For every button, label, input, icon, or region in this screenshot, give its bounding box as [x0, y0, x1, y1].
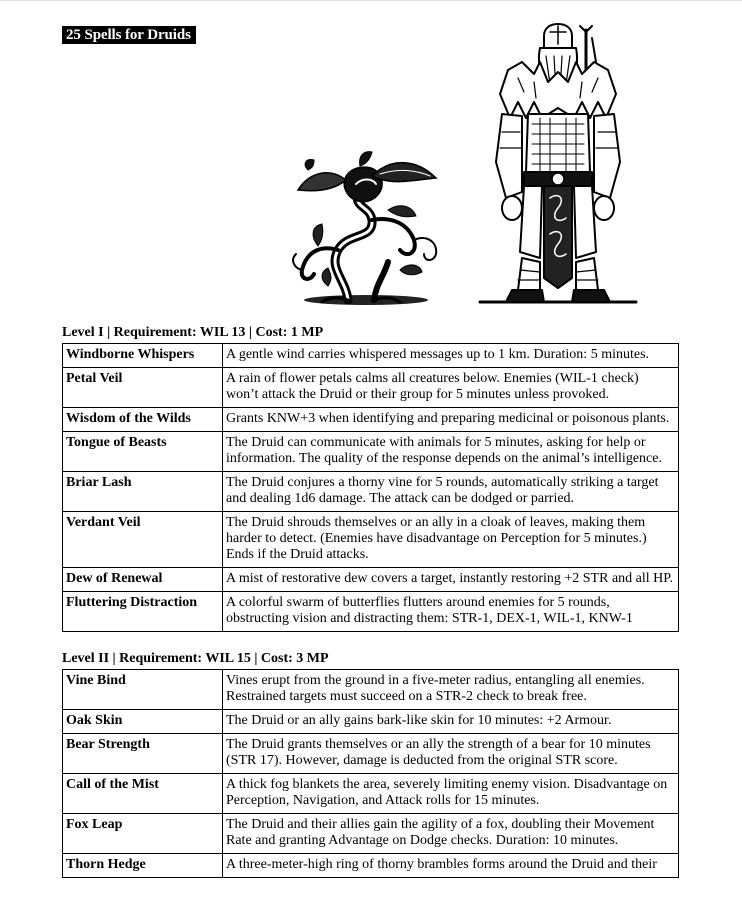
table-row — [63, 408, 679, 432]
table-row — [63, 512, 679, 568]
table-row — [63, 734, 679, 774]
spell-name: Vine Bind — [63, 670, 223, 710]
spell-description: The Druid can communicate with animals for 5 minutes, asking for help or information. The quality of the response depends on the animal’s intelligence. — [223, 432, 679, 472]
table-row — [63, 568, 679, 592]
section-heading-level-1: Level I | Requirement: WIL 13 | Cost: 1 MP — [62, 325, 324, 340]
spell-description: A three-meter-high ring of thorny brambles forms around the Druid and their — [223, 854, 679, 878]
spell-description: A rain of flower petals calms all creatures below. Enemies (WIL-1 check) won’t attack the Druid or their group for 5 minutes unless provoked. — [223, 368, 679, 408]
spell-description: A mist of restorative dew covers a target, instantly restoring +2 STR and all HP. — [223, 568, 679, 592]
table-row — [63, 472, 679, 512]
spell-description: The Druid grants themselves or an ally the strength of a bear for 10 minutes (STR 17). However, damage is deducted from the original STR score. — [223, 734, 679, 774]
spell-name: Tongue of Beasts — [63, 432, 223, 472]
table-row — [63, 670, 679, 710]
spell-name: Briar Lash — [63, 472, 223, 512]
spell-name: Petal Veil — [63, 368, 223, 408]
table-row — [63, 854, 679, 878]
table-row — [63, 432, 679, 472]
spell-name: Wisdom of the Wilds — [63, 408, 223, 432]
spell-description: A colorful swarm of butterflies flutters around enemies for 5 rounds, obstructing vision and distracting them: STR-1, DEX-1, WIL-1, KNW-1 — [223, 592, 679, 632]
spell-description: The Druid or an ally gains bark-like skin for 10 minutes: +2 Armour. — [223, 710, 679, 734]
page-title: 25 Spells for Druids — [62, 26, 196, 44]
spell-name: Thorn Hedge — [63, 854, 223, 878]
section-heading-level-2: Level II | Requirement: WIL 15 | Cost: 3 MP — [62, 651, 329, 666]
spell-description: A gentle wind carries whispered messages up to 1 km. Duration: 5 minutes. — [223, 344, 679, 368]
spell-table-level-1 — [62, 343, 679, 632]
spell-name: Call of the Mist — [63, 774, 223, 814]
table-row — [63, 592, 679, 632]
bearded-druid-warrior-illustration — [478, 22, 638, 304]
spell-description: A thick fog blankets the area, severely limiting enemy vision. Disadvantage on Perception, Navigation, and Attack rolls for 15 minutes. — [223, 774, 679, 814]
twisted-vine-creature-illustration — [288, 150, 448, 310]
spell-name: Verdant Veil — [63, 512, 223, 568]
spell-name: Windborne Whispers — [63, 344, 223, 368]
table-row — [63, 710, 679, 734]
spell-description: The Druid shrouds themselves or an ally in a cloak of leaves, making them harder to detect. (Enemies have disadvantage on Perception for 5 minutes.) Ends if the Druid attacks. — [223, 512, 679, 568]
spell-description: The Druid and their allies gain the agility of a fox, doubling their Movement Rate and granting Advantage on Dodge checks. Duration: 10 minutes. — [223, 814, 679, 854]
table-row — [63, 774, 679, 814]
spell-name: Dew of Renewal — [63, 568, 223, 592]
spell-name: Fox Leap — [63, 814, 223, 854]
spell-name: Fluttering Distraction — [63, 592, 223, 632]
spell-name: Bear Strength — [63, 734, 223, 774]
spell-name: Oak Skin — [63, 710, 223, 734]
spell-description: Grants KNW+3 when identifying and preparing medicinal or poisonous plants. — [223, 408, 679, 432]
table-row — [63, 368, 679, 408]
table-row — [63, 814, 679, 854]
page-top-border — [0, 0, 742, 1]
spell-table-level-2 — [62, 669, 679, 878]
spell-description: The Druid conjures a thorny vine for 5 rounds, automatically striking a target and dealing 1d6 damage. The attack can be dodged or parried. — [223, 472, 679, 512]
table-row — [63, 344, 679, 368]
spell-description: Vines erupt from the ground in a five-meter radius, entangling all enemies. Restrained targets must succeed on a STR-2 check to break free. — [223, 670, 679, 710]
